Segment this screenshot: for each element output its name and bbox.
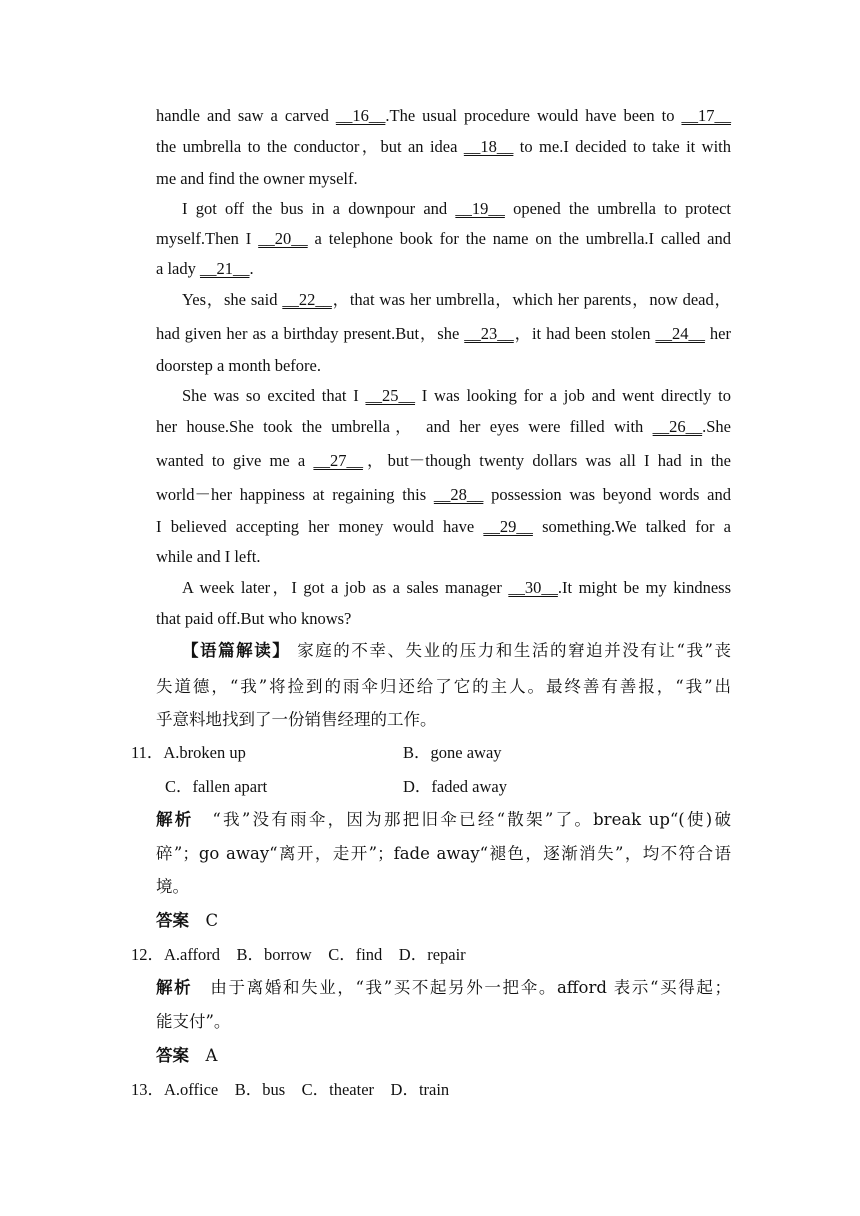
blank-27: __27__ [313,451,363,470]
blank-30: __30__ [508,578,558,597]
passage-line: I got off the bus in a downpour and __19__ opened the umbrella to protect [182,199,731,218]
question-number: 11． [131,743,164,762]
question-number: 12． [131,945,164,964]
passage-line: wanted to give me a __27__，but－though twenty dollars was all I had in the [156,451,731,470]
passage-line: a lady __21__. [156,259,254,278]
passage-line: while and I left. [156,547,261,566]
analysis-label: 解析 [156,810,194,829]
blank-28: __28__ [433,485,484,504]
passage-line: Yes，she said __22__，that was her umbrella，which her parents，now dead， [182,290,731,309]
options: A.afford B．borrow C．find D．repair [164,945,466,964]
blank-22: __22__ [282,290,332,309]
passage-line: that paid off.But who knows? [156,609,352,628]
passage-line: handle and saw a carved __16__.The usual procedure would have been to __17__ [156,106,731,125]
analysis-line: 解析 由于离婚和失业，“我”买不起另外一把伞。afford 表示“买得起； [156,978,732,997]
blank-25: __25__ [365,386,416,405]
blank-17: __17__ [681,106,731,125]
question-13 [131,1080,449,1100]
option-b: B．gone away [403,743,502,762]
question-12 [131,945,466,965]
blank-23: __23__ [464,324,514,343]
blank-18: __18__ [463,137,514,156]
passage-line: me and find the owner myself. [156,169,358,188]
blank-26: __26__ [652,417,703,436]
blank-24: __24__ [655,324,705,343]
answer-line [156,1046,217,1066]
interpretation-line: 乎意料地找到了一份销售经理的工作。 [156,710,437,729]
analysis-line: 能支付”。 [156,1012,231,1031]
passage-line: the umbrella to the conductor，but an idea __18__ to me.I decided to take it with [156,137,731,156]
analysis-line: 碎”；go away“离开，走开”；fade away“褪色，逐渐消失”，均不符合语 [156,844,731,863]
analysis-line: 境。 [156,877,189,896]
passage-line: doorstep a month before. [156,356,321,375]
answer-value: A [205,1046,218,1065]
passage-line: A week later，I got a job as a sales manager __30__.It might be my kindness [182,578,731,597]
option-a: A.broken up [163,743,246,762]
passage-line: myself.Then I __20__ a telephone book for the name on the umbrella.I called and [156,229,731,248]
blank-21: __21__ [199,259,250,278]
passage-line: her house.She took the umbrella， and her eyes were filled with __26__.She [156,417,731,436]
question-11 [131,743,246,763]
passage-line: world－her happiness at regaining this __28__ possession was beyond words and [156,485,731,504]
interpretation-line: 失道德，“我”将捡到的雨伞归还给了它的主人。最终善有善报，“我”出 [156,677,731,696]
blank-20: __20__ [258,229,308,248]
passage-line: She was so excited that I __25__ I was looking for a job and went directly to [182,386,731,405]
blank-16: __16__ [335,106,386,125]
options: A.office B．bus C．theater D．train [164,1080,450,1099]
question-number: 13． [131,1080,164,1099]
option-d: D．faded away [403,777,507,796]
interpretation-label: 【语篇解读】 [182,641,291,660]
answer-value: C [205,911,219,930]
interpretation-line: 【语篇解读】 家庭的不幸、失业的压力和生活的窘迫并没有让“我”丧 [182,641,732,660]
blank-29: __29__ [483,517,533,536]
answer-line [156,911,218,931]
option-c: C．fallen apart [165,777,268,796]
analysis-line: 解析 “我”没有雨伞，因为那把旧伞已经“散架”了。break up“(使)破 [156,810,732,829]
answer-label: 答案 [156,911,189,930]
analysis-label: 解析 [156,978,193,997]
passage-line: I believed accepting her money would have __29__ something.We talked for a [156,517,732,536]
answer-label: 答案 [156,1046,189,1065]
passage-line: had given her as a birthday present.But，she __23__，it had been stolen __24__ her [156,324,731,343]
blank-19: __19__ [455,199,505,218]
